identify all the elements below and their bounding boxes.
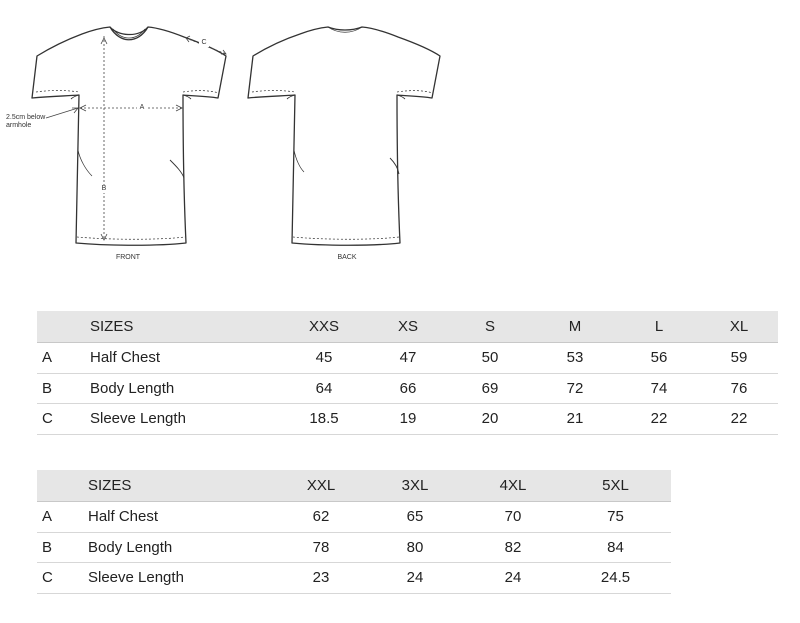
row-value: 18.5 — [280, 404, 368, 435]
row-value: 69 — [448, 373, 532, 404]
back-label: BACK — [337, 254, 357, 261]
table-row — [37, 502, 671, 533]
header-size: 5XL — [560, 470, 671, 502]
row-key: B — [37, 373, 90, 404]
measure-label-b: B — [99, 185, 109, 193]
armhole-note: 2.5cm below armhole — [6, 114, 46, 129]
row-measure-name: Body Length — [88, 532, 278, 563]
row-measure-name: Sleeve Length — [90, 404, 280, 435]
row-value: 45 — [280, 343, 368, 374]
row-value: 66 — [368, 373, 448, 404]
row-value: 76 — [700, 373, 778, 404]
tshirt-diagram — [0, 0, 800, 290]
measure-label-c: C — [199, 39, 209, 47]
row-value: 80 — [364, 532, 466, 563]
row-value: 23 — [278, 563, 364, 594]
row-measure-name: Body Length — [90, 373, 280, 404]
row-value: 24.5 — [560, 563, 671, 594]
row-value: 22 — [618, 404, 700, 435]
size-table-2 — [37, 470, 671, 594]
row-value: 59 — [700, 343, 778, 374]
row-value: 72 — [532, 373, 618, 404]
header-size: L — [618, 311, 700, 343]
table-header-row — [37, 311, 778, 343]
front-measure-lines — [46, 36, 226, 240]
header-size: XXL — [278, 470, 364, 502]
row-value: 84 — [560, 532, 671, 563]
row-value: 22 — [700, 404, 778, 435]
row-value: 65 — [364, 502, 466, 533]
header-size: XL — [700, 311, 778, 343]
row-value: 19 — [368, 404, 448, 435]
row-value: 62 — [278, 502, 364, 533]
front-label: FRONT — [115, 254, 141, 261]
row-value: 20 — [448, 404, 532, 435]
row-value: 82 — [466, 532, 560, 563]
front-tshirt-drawing — [32, 27, 226, 245]
back-tshirt-drawing — [248, 27, 440, 245]
row-value: 78 — [278, 532, 364, 563]
row-key: A — [37, 502, 88, 533]
header-blank — [37, 470, 88, 502]
row-measure-name: Half Chest — [88, 502, 278, 533]
row-value: 50 — [448, 343, 532, 374]
tshirt-drawings — [0, 0, 800, 290]
table-row — [37, 404, 778, 435]
header-size: 3XL — [364, 470, 466, 502]
row-value: 75 — [560, 502, 671, 533]
header-sizes: SIZES — [90, 311, 280, 343]
table-row — [37, 373, 778, 404]
row-value: 56 — [618, 343, 700, 374]
row-value: 24 — [364, 563, 466, 594]
row-value: 74 — [618, 373, 700, 404]
measure-label-a: A — [137, 104, 147, 112]
row-measure-name: Sleeve Length — [88, 563, 278, 594]
table-header-row — [37, 470, 671, 502]
header-size: S — [448, 311, 532, 343]
header-sizes: SIZES — [88, 470, 278, 502]
header-size: M — [532, 311, 618, 343]
row-key: C — [37, 404, 90, 435]
size-table-1 — [37, 311, 778, 435]
row-key: C — [37, 563, 88, 594]
row-value: 64 — [280, 373, 368, 404]
row-value: 21 — [532, 404, 618, 435]
table-row — [37, 532, 671, 563]
row-key: A — [37, 343, 90, 374]
row-key: B — [37, 532, 88, 563]
header-size: XS — [368, 311, 448, 343]
row-value: 70 — [466, 502, 560, 533]
row-value: 53 — [532, 343, 618, 374]
header-blank — [37, 311, 90, 343]
row-value: 24 — [466, 563, 560, 594]
table-row — [37, 563, 671, 594]
header-size: XXS — [280, 311, 368, 343]
row-measure-name: Half Chest — [90, 343, 280, 374]
row-value: 47 — [368, 343, 448, 374]
header-size: 4XL — [466, 470, 560, 502]
table-row — [37, 343, 778, 374]
